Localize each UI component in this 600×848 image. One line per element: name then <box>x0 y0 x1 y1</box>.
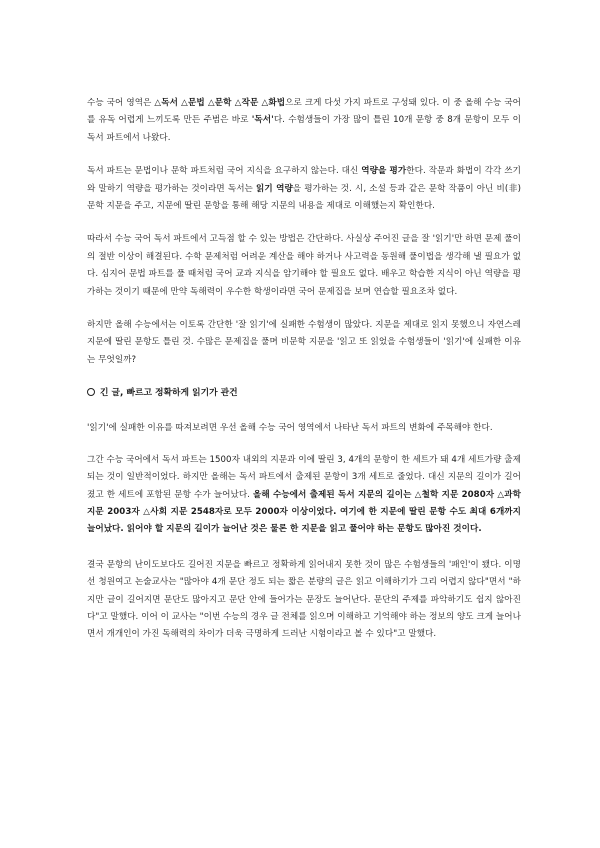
bold-text: 올해 수능에서 출제된 독서 지문의 길이는 △철학 지문 2080자 △과학 지문 2003자 △사회 지문 2548자로 모두 2000자 이상이었다. 여기에 한 지문에 딸린 문항 수도 최대 6개까지 늘어났다. 읽어야 할 지문의 길이가 늘어난 것은 물론 한 지문을 읽고 풀어야 하는 문항도 많아진 것이다. <box>87 489 521 535</box>
article-body <box>87 95 521 660</box>
paragraph-3: 따라서 수능 국어 독서 파트에서 고득점 할 수 있는 방법은 간단하다. 사실상 주어진 글을 잘 '읽기'만 하면 문제 풀이의 절반 이상이 해결된다. 수학 문제처럼 어려운 계산을 해야 하거나 사고력을 동원해 풀이법을 생각해 낼 필요가 없다. 심지어 문법 파트를 풀 때처럼 국어 교과 지식을 암기해야 할 필요도 없다. 배우고 학습한 지식이 아닌 역량을 평가하는 것이기 때문에 만약 독해력이 우수한 학생이라면 국어 문제집을 보며 연습할 필요조차 없다. <box>87 234 521 297</box>
text-span: 다. 수험생들이 가장 많이 틀린 10개 문항 중 8개 문항이 모두 이 독서 파트에서 나왔다. <box>87 115 521 143</box>
text-span: 한다. 작문과 화법이 각각 쓰기와 말하기 역량을 평가하는 것이라면 독서는 <box>87 166 521 194</box>
section-heading <box>87 385 521 402</box>
bold-text: '독서' <box>251 115 274 126</box>
text-span: 으로 크게 다섯 가지 파트로 구성돼 있다. 이 중 올해 수능 국어를 유독 어렵게 느끼도록 만든 주범은 바로 <box>87 98 522 126</box>
paragraph-5: '읽기'에 실패한 이유를 따져보려면 우선 올해 수능 국어 영역에서 나타난 독서 파트의 변화에 주목해야 한다. <box>87 423 493 434</box>
bold-text: △독서 △문법 △문학 △작문 △화법 <box>154 98 286 108</box>
text-span: 수능 국어 영역은 <box>87 98 155 108</box>
text-span: 을 평가하는 것. 시, 소설 등과 같은 문학 작품이 아닌 비(非)문학 지문을 주고, 지문에 딸린 문항을 통해 해당 지문의 내용을 제대로 이해했는지 확인한다. <box>87 183 521 212</box>
text-span: 그간 수능 국어에서 독서 파트는 1500자 내외의 지문과 이에 딸린 3, 4개의 문항이 한 세트가 돼 4개 세트가량 출제되는 것이 일반적이었다. 하지만 올해는 독서 파트에서 출제된 문항이 3개 세트로 줄었다. 대신 지문의 길이가 길어졌고 한 세트에 포함된 문항 수가 늘어났다. <box>87 454 521 500</box>
paragraph-4: 하지만 올해 수능에서는 이토록 간단한 '잘 읽기'에 실패한 수험생이 많았다. 지문을 제대로 읽지 못했으니 자연스레 지문에 딸린 문항도 틀린 것. 수많은 문제집을 풀며 비문학 지문을 '읽고 또 읽었을 수험생들이 '읽기'에 실패한 이유는 무엇일까? <box>87 320 521 365</box>
bold-text: 역량을 평가 <box>361 166 407 177</box>
paragraph-2 <box>87 163 521 215</box>
paragraph-1 <box>87 95 521 147</box>
paragraph-6 <box>87 452 521 539</box>
paragraph-7: 결국 문항의 난이도보다도 길어진 지문을 빠르고 정확하게 읽어내지 못한 것이 많은 수험생들의 '패인'이 됐다. 이명선 청원여고 논술교사는 "많아야 4개 문단 정도 되는 짧은 분량의 글은 읽고 이해하기가 그리 어렵지 않다"면서 "하지만 글이 길어지면 문단도 많아지고 문단 안에 들어가는 문장도 늘어난다. 문단의 주제를 파악하기도 쉽지 않아진다"고 말했다. 이어 이 교사는 "이번 수능의 경우 글 전체를 읽으며 이해하고 기억해야 하는 정보의 양도 크게 늘어나면서 개개인이 가진 독해력의 차이가 더욱 극명하게 드러난 시험이라고 볼 수 있다"고 말했다. <box>87 559 521 640</box>
text-span: 독서 파트는 문법이나 문학 파트처럼 국어 지식을 요구하지 않는다. 대신 <box>87 166 362 177</box>
bold-text: 읽기 역량 <box>256 183 293 194</box>
circle-bullet-icon <box>87 388 95 396</box>
section-heading-text: 긴 글, 빠르고 정확하게 읽기가 관건 <box>100 388 238 399</box>
